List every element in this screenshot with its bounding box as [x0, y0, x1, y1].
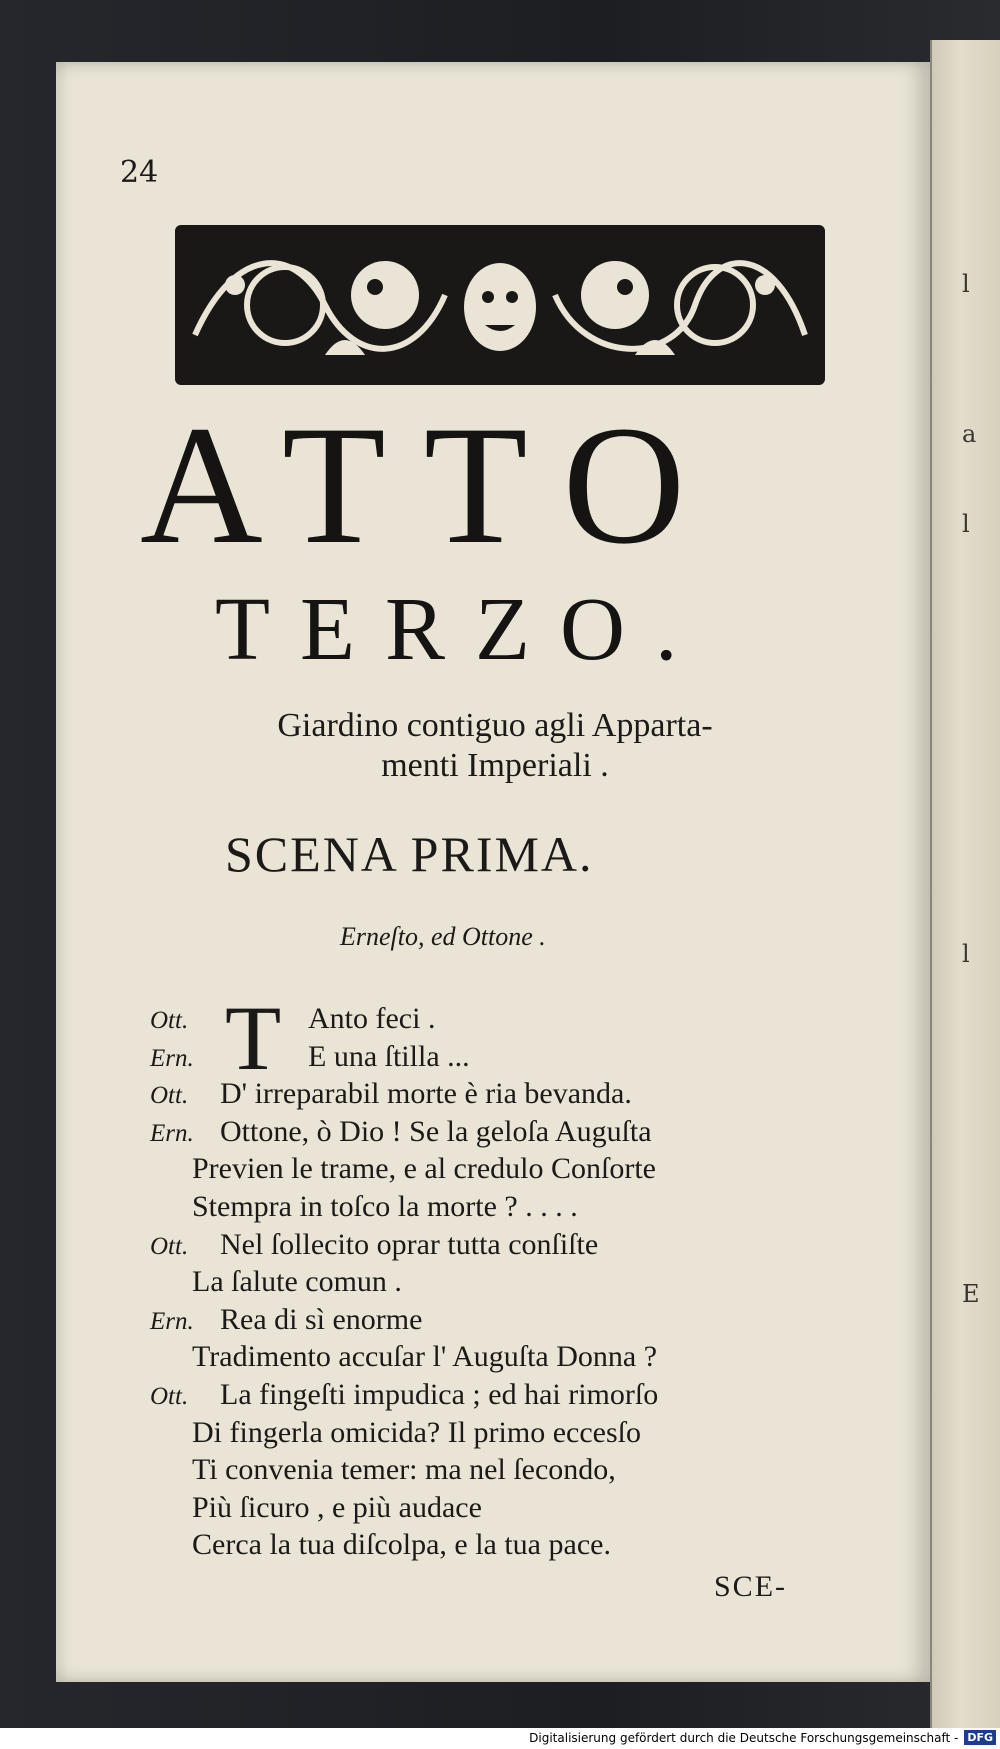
dialogue-line	[150, 1188, 870, 1226]
footer-text: Digitalisierung gefördert durch die Deutsche Forschungsgemeinschaft -	[529, 1731, 959, 1745]
setting-line: Giardino contiguo agli Apparta-	[277, 707, 713, 744]
dialogue-line	[150, 1113, 870, 1151]
speaker-label: Ott.	[150, 1082, 189, 1110]
dialogue-line	[150, 1000, 870, 1038]
dialogue-line	[150, 1075, 870, 1113]
dialogue-line	[150, 1414, 870, 1452]
act-title: ATTO	[140, 391, 724, 579]
act-number: TERZO.	[215, 580, 708, 679]
line-text: Di fingerla omicida? Il primo eccesſo	[192, 1415, 641, 1449]
characters-list: Erneſto, ed Ottone .	[340, 922, 546, 951]
line-text: Ottone, ò Dio ! Se la geloſa Auguſta	[220, 1114, 652, 1148]
line-text: Più ſicuro , e più audace	[192, 1490, 482, 1524]
line-text: Cerca la tua diſcolpa, e la tua pace.	[192, 1528, 611, 1562]
speaker-label: Ott.	[150, 1232, 189, 1260]
digitization-footer	[0, 1728, 1000, 1749]
line-text: Nel ſollecito oprar tutta conſiſte	[220, 1227, 599, 1261]
line-text: Anto feci .	[308, 1002, 436, 1035]
speaker-label: Ott.	[150, 1007, 189, 1034]
line-text: D' irreparabil morte è ria bevanda.	[220, 1077, 632, 1111]
dialogue-line	[150, 1489, 870, 1527]
line-text: La ſalute comun .	[192, 1265, 402, 1299]
line-text: Ti convenia temer: ma nel ſecondo,	[192, 1453, 616, 1487]
setting-line: menti Imperiali .	[381, 747, 609, 784]
dialogue-line	[150, 1526, 870, 1564]
drop-cap: T	[225, 987, 282, 1089]
dialogue-line	[150, 1038, 870, 1076]
line-text: Previen le trame, e al credulo Conſorte	[192, 1152, 656, 1186]
line-text: E una ſtilla ...	[308, 1039, 470, 1073]
line-text: Rea di sì enorme	[220, 1302, 423, 1336]
dialogue-block	[150, 987, 870, 1564]
dialogue-line	[150, 1338, 870, 1376]
scene-title: SCENA PRIMA.	[225, 826, 594, 882]
line-text: Tradimento accuſar l' Auguſta Donna ?	[192, 1340, 658, 1374]
speaker-label: Ern.	[150, 1044, 194, 1072]
speaker-label: Ern.	[150, 1119, 194, 1147]
dialogue-line	[150, 1376, 870, 1414]
adjacent-page-edge: l a l l E	[930, 40, 1000, 1730]
dialogue-line	[150, 1301, 870, 1339]
speaker-label: Ott.	[150, 1382, 189, 1410]
catchword: SCE-	[714, 1570, 788, 1603]
line-text: La fingeſti impudica ; ed hai rimorſo	[220, 1377, 659, 1411]
scene-setting	[185, 706, 805, 786]
dialogue-line	[150, 1150, 870, 1188]
line-text: Stempra in toſco la morte ? . . . .	[192, 1189, 578, 1223]
dfg-logo-icon: DFG	[964, 1730, 996, 1745]
speaker-label: Ern.	[150, 1307, 194, 1335]
dialogue-line	[150, 1451, 870, 1489]
page-number: 24	[120, 155, 159, 190]
dialogue-line	[150, 1263, 870, 1301]
floral-ornament-icon	[175, 225, 825, 385]
dialogue-line	[150, 1226, 870, 1264]
